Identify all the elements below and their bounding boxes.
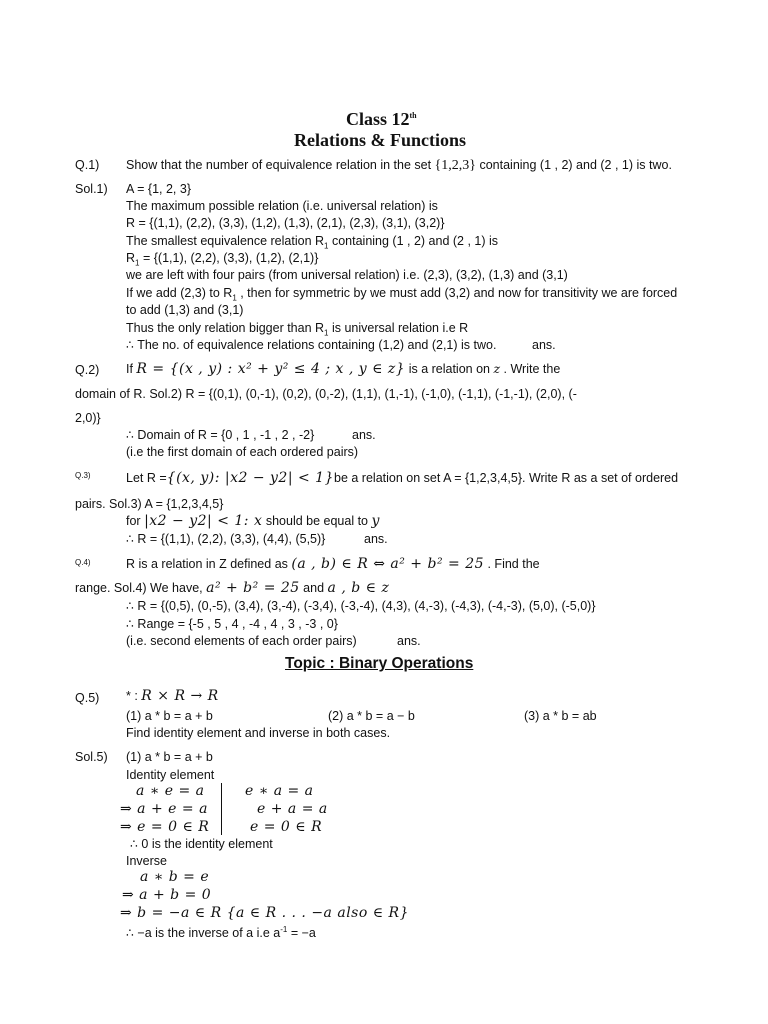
q5-label: Q.5) (75, 691, 100, 705)
q3-ans: ans. (364, 532, 388, 546)
sol5-label: Sol.5) (75, 750, 108, 764)
q3-text: Let R ={(x, y): |x2 − y2| < 1}be a relation on set A = {1,2,3,4,5}. Write R as a set of ordered (126, 470, 679, 486)
q2-label: Q.2) (75, 363, 100, 377)
topic-heading: Topic : Binary Operations (285, 655, 474, 672)
q4-line: ∴ R = {(0,5), (0,-5), (3,4), (3,-4), (-3,4), (-3,-4), (4,3), (4,-3), (-4,3), (-4,-3), (5,0), (-5,0)} (126, 599, 596, 613)
q1-text: Show that the number of equivalence relation in the set {1,2,3} containing (1 , 2) and (2 , 1) is two. (126, 158, 672, 173)
sol5-math: e = 0 ∈ R (250, 819, 323, 835)
sol5-line: ∴ −a is the inverse of a i.e $a^{-1} = -a$ (126, 925, 316, 941)
q5-operation: * : R × R → R (126, 688, 219, 704)
sol5-line: ∴ 0 is the identity element (130, 837, 273, 851)
q2-line: 2,0)} (75, 411, 101, 425)
sol1-line: Thus the only relation bigger than $R_1$ is universal relation i.e R (126, 321, 469, 338)
sol1-line: R = {(1,1), (2,2), (3,3), (1,2), (1,3), (2,1), (2,3), (3,1), (3,2)} (126, 216, 445, 230)
sol5-math: ⇒ a + b = 0 (122, 887, 212, 903)
q3-line: ∴ R = {(1,1), (2,2), (3,3), (4,4), (5,5)} (126, 532, 326, 546)
sol5-math: ⇒ b = −a ∈ R {a ∈ R . . . −a also ∈ R} (120, 905, 409, 921)
sol1-line: The smallest equivalence relation $R_1$ containing (1 , 2) and (2 , 1) is (126, 234, 499, 251)
q5-case-2: (2) a * b = a − b (328, 709, 415, 723)
q3-line: for |x2 − y2| < 1: x should be equal to y (126, 513, 380, 529)
q2-text: If R = {(x , y) : x² + y² ≤ 4 ; x , y ∈ z} is a relation on z . Write the (126, 361, 561, 377)
q5-line: Find identity element and inverse in both cases. (126, 726, 391, 740)
sol5-math: e + a = a (257, 801, 328, 817)
q2-line: domain of R. Sol.2) R = {(0,1), (0,-1), (0,2), (0,-2), (1,1), (1,-1), (-1,0), (-1,1), (-1,-1), (2,0), (- (75, 387, 577, 401)
page-title-class: Class 12th (346, 109, 417, 129)
sol1-ans: ans. (532, 338, 556, 352)
sol1-line: The maximum possible relation (i.e. universal relation) is (126, 199, 438, 213)
sol5-math: ⇒ e = 0 ∈ R (120, 819, 210, 835)
sol5-line: Identity element (126, 768, 215, 782)
q3-line: pairs. Sol.3) A = {1,2,3,4,5} (75, 497, 224, 511)
q3-label: Q.3) (75, 471, 91, 480)
column-divider (221, 783, 222, 835)
q2-line: (i.e the first domain of each ordered pairs) (126, 445, 359, 459)
q4-text: R is a relation in Z defined as (a , b) ∈ R ⇔ a² + b² = 25 . Find the (126, 556, 540, 572)
q4-line: ∴ Range = {-5 , 5 , 4 , -4 , 4 , 3 , -3 , 0} (126, 617, 338, 631)
sol5-line: Inverse (126, 854, 167, 868)
q4-ans: ans. (397, 634, 421, 648)
sol1-line: A = {1, 2, 3} (126, 182, 191, 196)
sol5-math: e ∗ a = a (245, 783, 314, 799)
sol5-math: a ∗ b = e (140, 869, 210, 885)
q1-label: Q.1) (75, 158, 100, 172)
q2-line: ∴ Domain of R = {0 , 1 , -1 , 2 , -2} (126, 428, 315, 442)
sol1-line: ∴ The no. of equivalence relations containing (1,2) and (2,1) is two. (126, 338, 497, 352)
page-title-subject: Relations & Functions (294, 130, 467, 150)
sol1-label: Sol.1) (75, 182, 108, 196)
sol1-line: $R_1 = \{(1,1)$, (2,2), (3,3), (1,2), (2,1)} (126, 251, 319, 268)
q5-case-3: (3) a * b = ab (524, 709, 597, 723)
sol5-line: (1) a * b = a + b (126, 750, 213, 764)
sol5-math: a ∗ e = a (136, 783, 205, 799)
sol1-line: to add (1,3) and (3,1) (126, 303, 244, 317)
q5-case-1: (1) a * b = a + b (126, 709, 213, 723)
q4-label: Q.4) (75, 558, 91, 567)
sol1-line: If we add (2,3) to $R_1$ , then for symmetric by we must add (3,2) and now for transitivity we are forced (126, 286, 678, 303)
sol1-line: we are left with four pairs (from universal relation) i.e. (2,3), (3,2), (1,3) and (3,1) (126, 268, 568, 282)
sol5-math: ⇒ a + e = a (120, 801, 208, 817)
q2-ans: ans. (352, 428, 376, 442)
q4-line: (i.e. second elements of each order pairs) (126, 634, 357, 648)
q4-line: range. Sol.4) We have, a² + b² = 25 and a , b ∈ z (75, 580, 390, 596)
